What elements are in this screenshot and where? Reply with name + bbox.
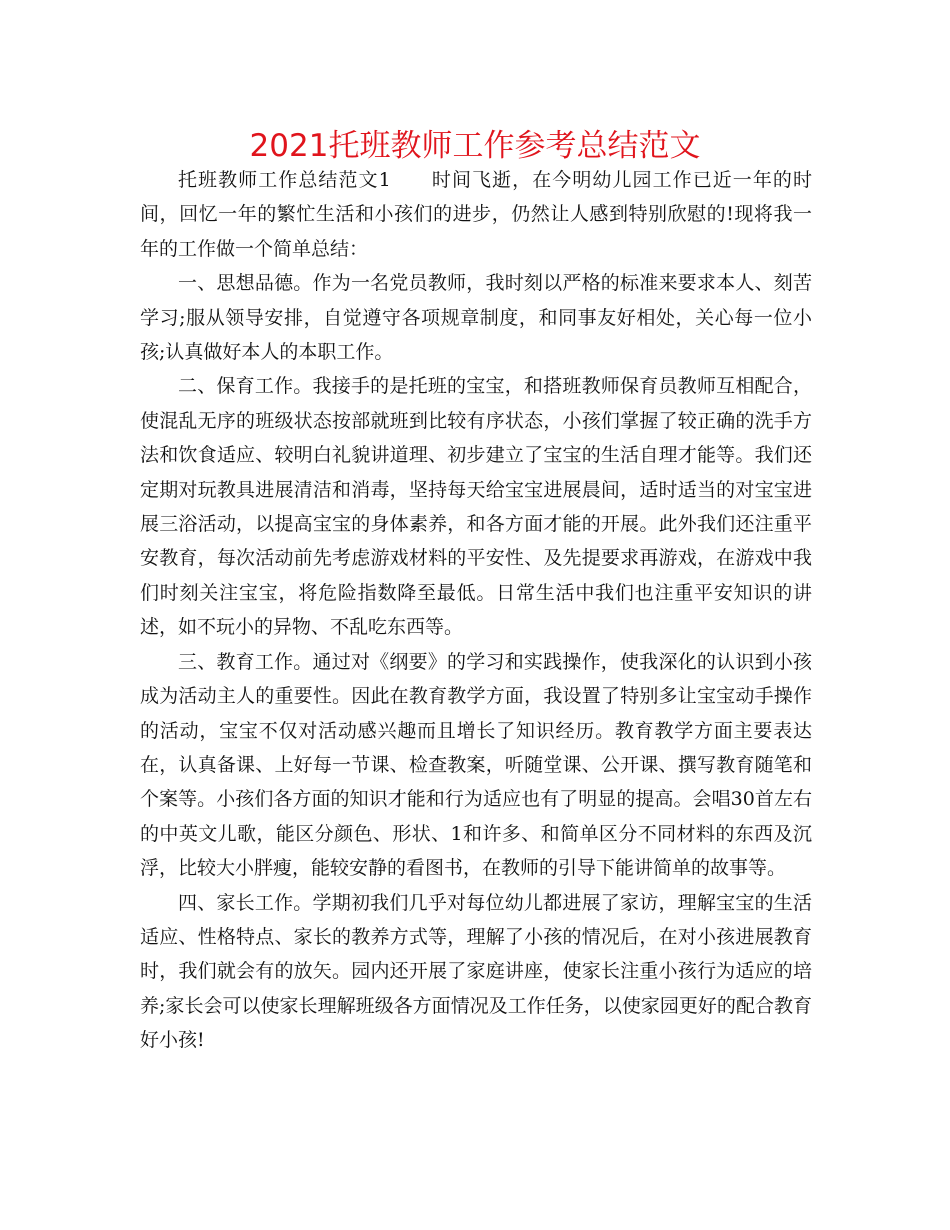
document-title: 2021托班教师工作参考总结范文 xyxy=(249,128,701,164)
paragraph-intro: 托班教师工作总结范文1 时间飞逝，在今明幼儿园工作已近一年的时间，回忆一年的繁忙生活和小孩们的进步，仍然让人感到特别欣慰的!现将我一年的工作做一个简单总结： xyxy=(140,169,812,260)
paragraph-education-work: 三、教育工作。通过对《纲要》的学习和实践操作，使我深化的认识到小孩成为活动主人的重要性。因此在教育教学方面，我设置了特别多让宝宝动手操作的活动，宝宝不仅对活动感兴趣而且增长了知识经历。教育教学方面主要表达在，认真备课、上好每一节课、检查教案，听随堂课、公开课、撰写教育随笔和个案等。小孩们各方面的知识才能和行为适应也有了明显的提高。会唱30首左右的中英文儿歌，能区分颜色、形状、1和许多、和简单区分不同材料的东西及沉浮，比较大小胖瘦，能较安静的看图书，在教师的引导下能讲简单的故事等。 xyxy=(140,650,812,880)
paragraph-childcare-work: 二、保育工作。我接手的是托班的宝宝，和搭班教师保育员教师互相配合，使混乱无序的班级状态按部就班到比较有序状态，小孩们掌握了较正确的洗手方法和饮食适应、较明白礼貌讲道理、初步建立了宝宝的生活自理才能等。我们还定期对玩教具进展清洁和消毒，坚持每天给宝宝进展晨间，适时适当的对宝宝进展三浴活动，以提高宝宝的身体素养，和各方面才能的开展。此外我们还注重平安教育，每次活动前先考虑游戏材料的平安性、及先提要求再游戏，在游戏中我们时刻关注宝宝，将危险指数降至最低。日常生活中我们也注重平安知识的讲述，如不玩小的异物、不乱吃东西等。 xyxy=(140,375,812,639)
document-body xyxy=(140,163,812,1058)
paragraph-parent-work: 四、家长工作。学期初我们几乎对每位幼儿都进展了家访，理解宝宝的生活适应、性格特点、家长的教养方式等，理解了小孩的情况后，在对小孩进展教育时，我们就会有的放矢。园内还开展了家庭讲座，使家长注重小孩行为适应的培养;家长会可以使家长理解班级各方面情况及工作任务，以使家园更好的配合教育好小孩! xyxy=(140,891,812,1052)
paragraph-moral-character: 一、思想品德。作为一名党员教师，我时刻以严格的标准来要求本人、刻苦学习;服从领导安排，自觉遵守各项规章制度，和同事友好相处，关心每一位小孩;认真做好本人的本职工作。 xyxy=(140,272,812,364)
